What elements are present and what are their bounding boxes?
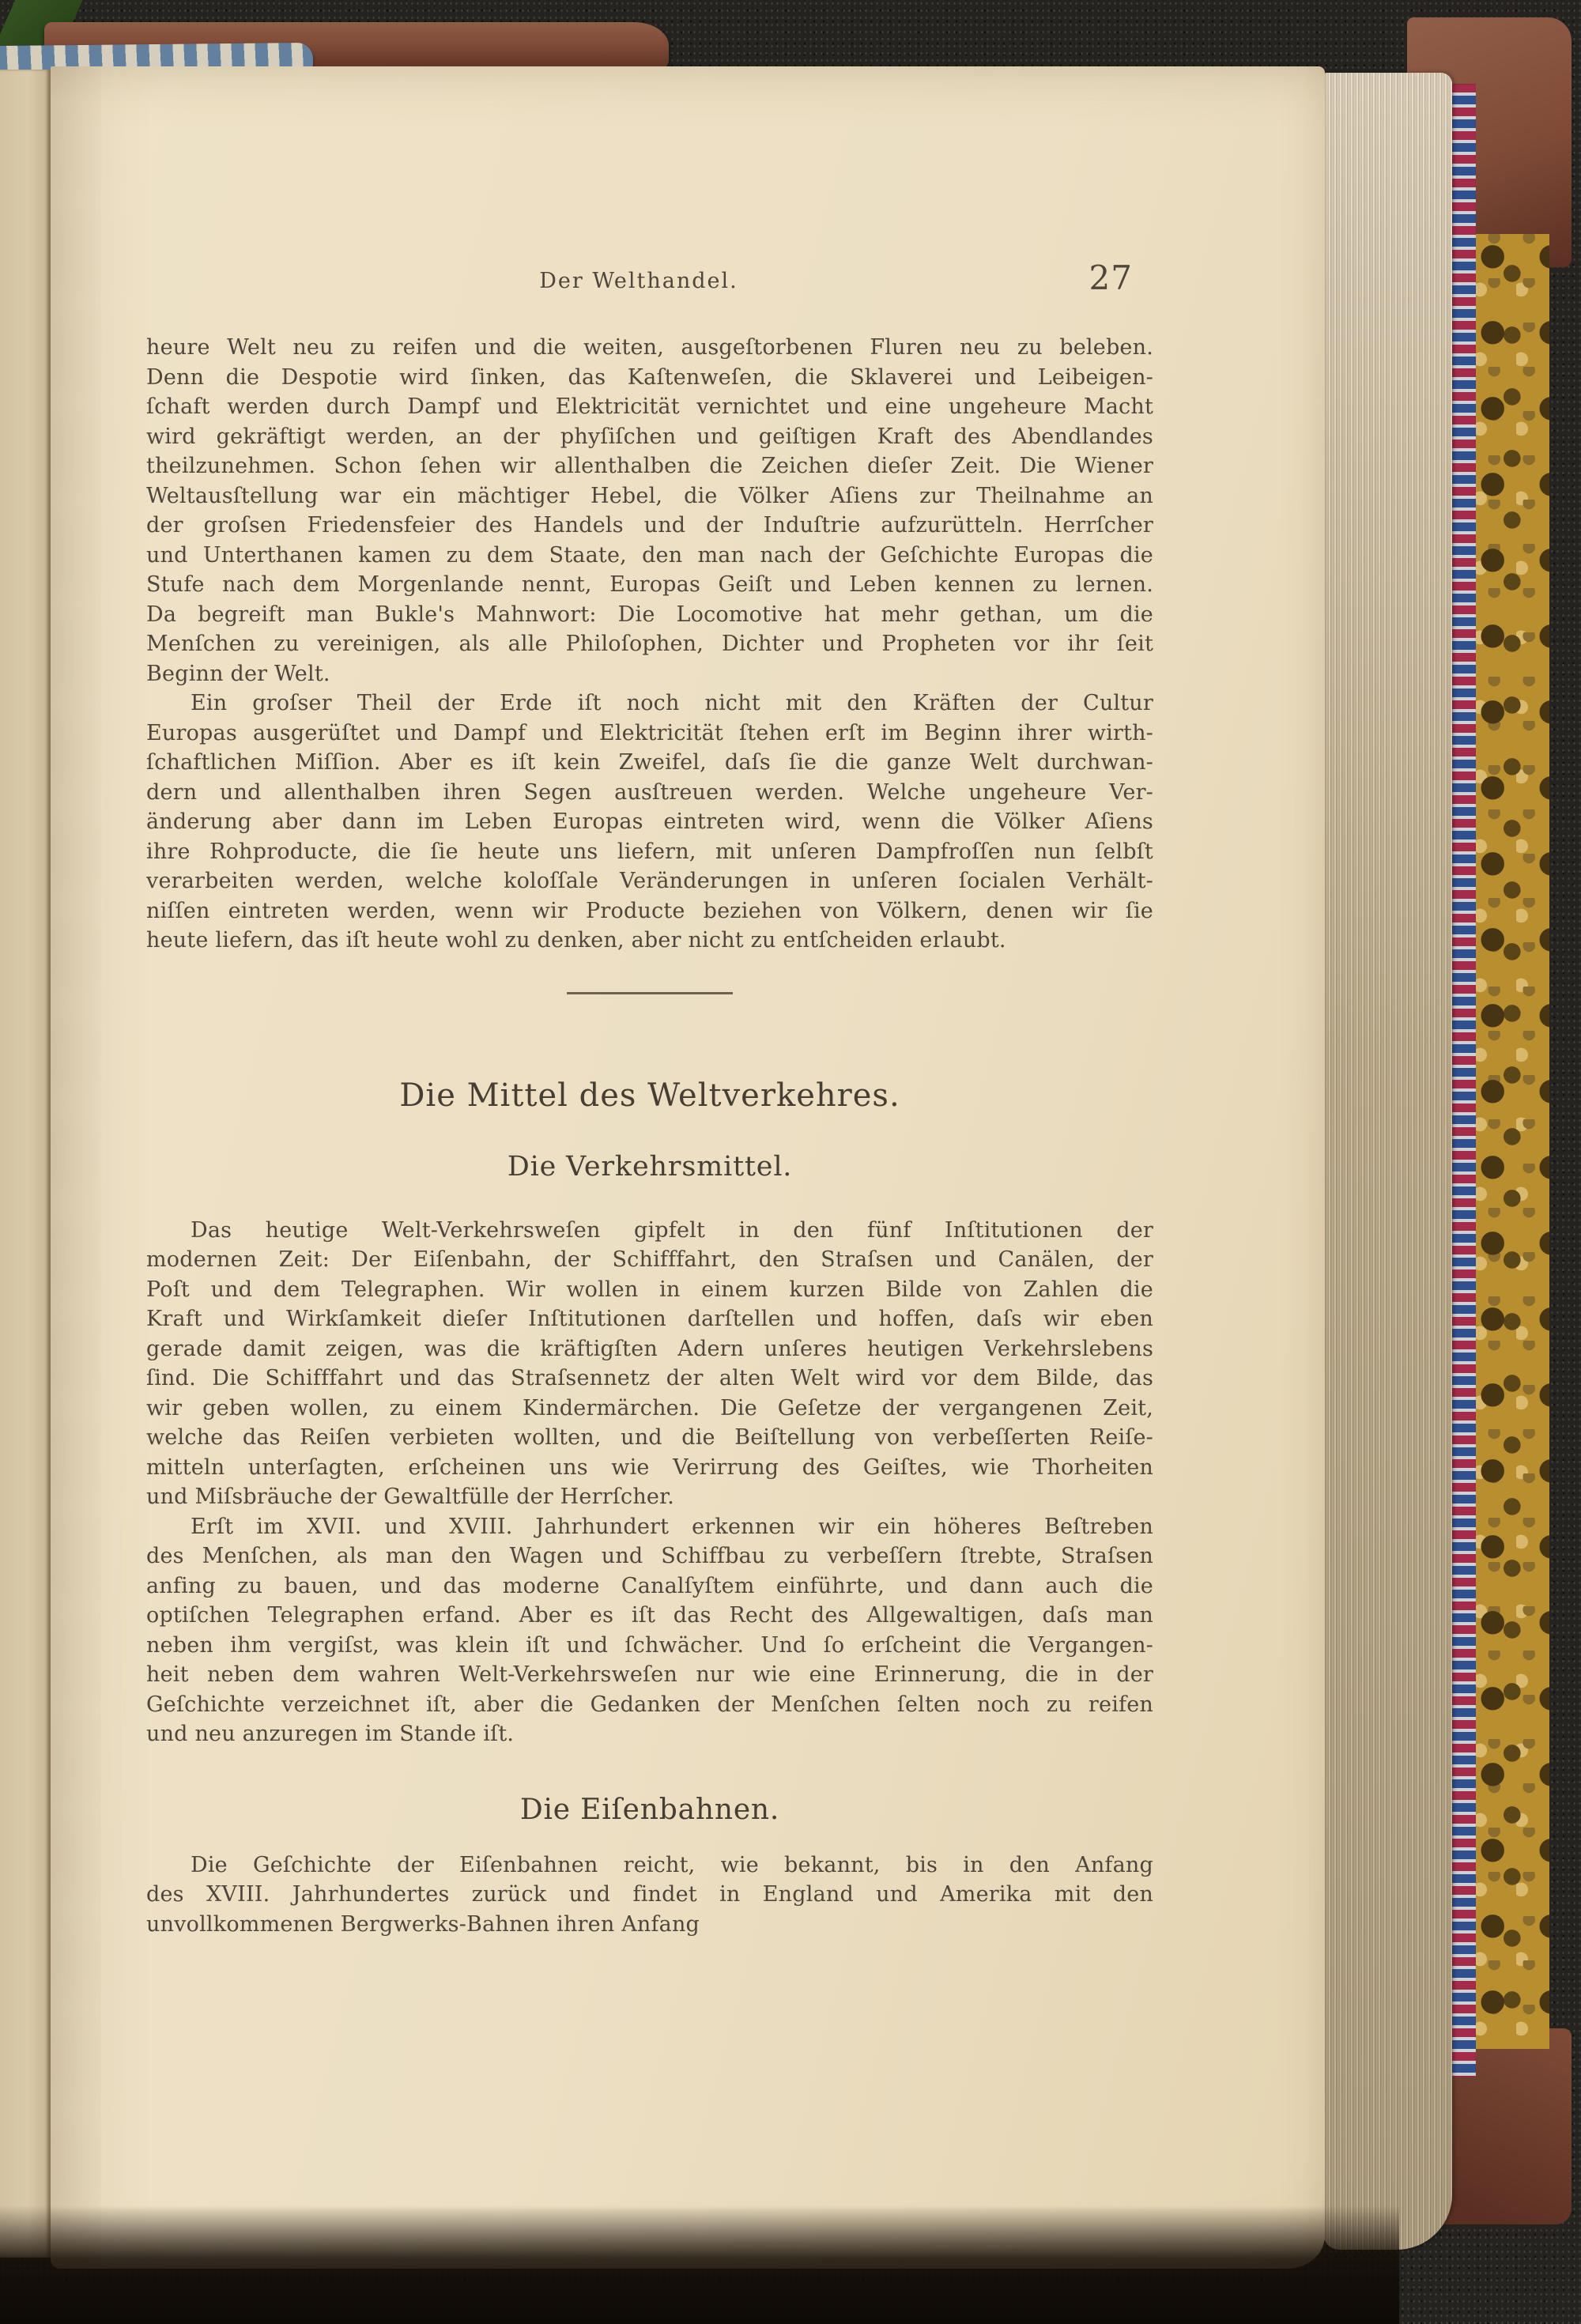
text-line: niſſen eintreten werden, wenn wir Producte beziehen von Völkern, denen wir ſie [146, 898, 1153, 923]
chapter-heading: Die Mittel des Weltverkehres. [399, 1077, 900, 1114]
text-line: Kraft und Wirkſamkeit dieſer Inſtitutionen darſtellen und hoffen, daſs wir eben [146, 1307, 1153, 1331]
text-line: der groſsen Friedensfeier des Handels und der Induſtrie aufzurütteln. Herrſcher [146, 513, 1153, 538]
text-line: gerade damit zeigen, was die kräftigſten Adern unſeres heutigen Verkehrslebens [146, 1336, 1153, 1361]
text-line: dern und allenthalben ihren Segen ausſtreuen werden. Welche ungeheure Ver- [146, 779, 1153, 805]
marbled-cover-paper [1475, 234, 1549, 2049]
text-line: wird gekräftigt werden, an der phyſiſchen und geiſtigen Kraft des Abendlandes [146, 424, 1153, 449]
text-line: ihre Rohproducte, die ſie heute uns liefern, mit unſeren Dampfroſſen nun ſelbſt [146, 839, 1153, 864]
text-line: theilzunehmen. Schon ſehen wir allenthalben die Zeichen dieſer Zeit. Die Wiener [146, 454, 1153, 478]
section-heading: Die Eiſenbahnen. [519, 1793, 780, 1826]
running-title: Der Welthandel. [539, 269, 738, 293]
text-line: des XVIII. Jahrhundertes zurück und findet in England und Amerika mit den [146, 1882, 1153, 1907]
text-line: heit neben dem wahren Welt-Verkehrsweſen nur wie eine Erinnerung, die in der [146, 1662, 1153, 1687]
paragraph [146, 1851, 1153, 1940]
text-line: Stufe nach dem Morgenlande nennt, Europas Geiſt und Leben kennen zu lernen. [146, 572, 1153, 597]
text-line: verarbeiten werden, welche koloſſale Veränderungen in unſeren ſocialen Verhält- [146, 869, 1153, 893]
text-line: Weltausſtellung war ein mächtiger Hebel, die Völker Aſiens zur Theilnahme an [146, 483, 1153, 508]
text-line: Menſchen zu vereinigen, als alle Philoſophen, Dichter und Propheten vor ihr ſeit [146, 632, 1153, 656]
text-line: und Miſsbräuche der Gewaltfülle der Herrſcher. [146, 1485, 675, 1509]
text-line: mitteln unterſagten, erſcheinen uns wie Verirrung des Geiſtes, wie Thorheiten [146, 1454, 1153, 1480]
text-line: Europas ausgerüſtet und Dampf und Elektricität ſtehen erſt im Beginn ihrer wirth- [146, 720, 1153, 745]
text-line: ſchaft werden durch Dampf und Elektricität vernichtet und eine ungeheure Macht [146, 394, 1153, 419]
text-line: neben ihm vergiſst, was klein iſt und ſchwächer. Und ſo erſcheint die Vergangen- [146, 1632, 1153, 1658]
text-line: änderung aber dann im Leben Europas eintreten wird, wenn die Völker Aſiens [146, 809, 1153, 834]
paragraph [146, 689, 1153, 956]
paragraph [146, 333, 1153, 689]
text-line: anfing zu bauen, und das moderne Canalſyſtem einführte, und dann auch die [146, 1573, 1153, 1598]
text-line: Das heutige Welt-Verkehrsweſen gipfelt in den fünf Inſtitutionen der [191, 1217, 1153, 1243]
paragraph [146, 1216, 1153, 1512]
paragraph [146, 1512, 1153, 1749]
text-line: Da begreift man Bukle's Mahnwort: Die Locomotive hat mehr gethan, um die [146, 602, 1153, 627]
text-line: modernen Zeit: Der Eiſenbahn, der Schifffahrt, den Straſsen und Canälen, der [146, 1247, 1153, 1272]
text-line: und neu anzuregen im Stande iſt. [146, 1722, 515, 1746]
text-line: ſchaftlichen Miſſion. Aber es iſt kein Zweifel, daſs ſie die ganze Welt durchwan- [146, 750, 1153, 775]
page-content [146, 67, 1153, 1939]
text-line: Poſt und dem Telegraphen. Wir wollen in einem kurzen Bilde von Zahlen die [146, 1277, 1153, 1302]
text-line: Denn die Despotie wird ſinken, das Kaſtenweſen, die Sklaverei und Leibeigen- [146, 364, 1153, 390]
text-line: Geſchichte verzeichnet iſt, aber die Gedanken der Menſchen ſelten noch zu reifen [146, 1692, 1153, 1717]
text-line: unvollkommenen Bergwerks-Bahnen ihren Anfang [146, 1911, 700, 1937]
text-line: welche das Reiſen verbieten wollten, und die Beiſtellung von verbeſſerten Reiſe- [146, 1425, 1153, 1450]
text-line: und Unterthanen kamen zu dem Staate, den man nach der Geſchichte Europas die [146, 542, 1153, 568]
page-header [146, 258, 1153, 297]
text-line: Die Geſchichte der Eiſenbahnen reicht, wie bekannt, bis in den Anfang [191, 1852, 1153, 1877]
text-line: des Menſchen, als man den Wagen und Schiffbau zu verbeſſern ſtrebte, Straſsen [146, 1544, 1153, 1568]
text-line: wir geben wollen, zu einem Kindermärchen. Die Geſetze der vergangenen Zeit, [146, 1395, 1153, 1420]
text-line: optiſchen Telegraphen erfand. Aber es iſt das Recht des Allgewaltigen, daſs man [146, 1603, 1153, 1628]
text-line: ſind. Die Schifffahrt und das Straſsennetz der alten Welt wird vor dem Bilde, das [146, 1366, 1153, 1390]
text-line: Ein groſser Theil der Erde iſt noch nicht mit den Kräften der Cultur [191, 691, 1153, 715]
text-line: heute liefern, das iſt heute wohl zu denken, aber nicht zu entſcheiden erlaubt. [146, 928, 1006, 953]
section-heading: Die Verkehrsmittel. [507, 1150, 793, 1183]
fore-edge-pages [1323, 73, 1452, 2250]
marbled-endpaper-strip [1451, 84, 1476, 2077]
section-divider [567, 992, 733, 994]
page-number: 27 [1089, 258, 1133, 297]
text-line: Beginn der Welt. [146, 661, 330, 686]
text-block [146, 333, 1153, 1939]
gutter-page-strip [0, 70, 51, 2258]
text-line: heure Welt neu zu reifen und die weiten, ausgeſtorbenen Fluren neu zu beleben. [146, 335, 1153, 360]
text-line: Erſt im XVII. und XVIII. Jahrhundert erkennen wir ein höheres Beſtreben [191, 1514, 1153, 1539]
